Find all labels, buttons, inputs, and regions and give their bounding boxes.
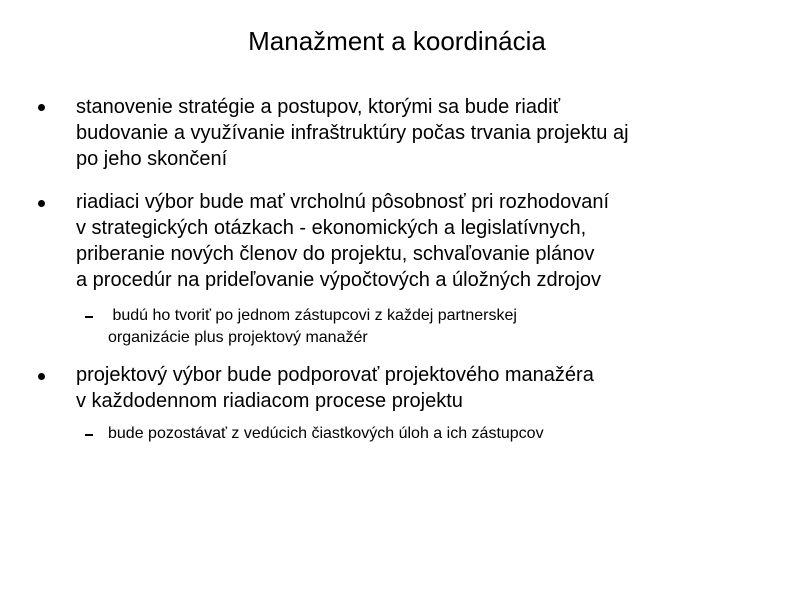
dash-icon — [85, 434, 93, 436]
slide-title: Manažment a koordinácia — [248, 26, 546, 56]
bullet-item-project-committee — [76, 362, 756, 414]
sub-bullet-item-composition — [108, 305, 748, 349]
bullet-line: organizácie plus projektový manažér — [108, 329, 368, 346]
bullet-line: riadiaci výbor bude mať vrcholnú pôsobnosť pri rozhodovaní — [76, 191, 610, 213]
bullet-item-steering-committee — [76, 189, 756, 293]
bullet-item-strategy — [76, 94, 756, 172]
bullet-line: v každodennom riadiacom procese projektu — [76, 390, 463, 412]
sub-bullet-item-members — [108, 423, 748, 445]
bullet-dot-icon — [38, 200, 45, 207]
bullet-line: priberanie nových členov do projektu, schvaľovanie plánov — [76, 243, 595, 265]
bullet-line: bude pozostávať z vedúcich čiastkových úloh a ich zástupcov — [108, 425, 544, 442]
bullet-line: budú ho tvoriť po jednom zástupcovi z každej partnerskej — [108, 307, 517, 324]
bullet-line: projektový výbor bude podporovať projektového manažéra — [76, 364, 594, 386]
bullet-line: v strategických otázkach - ekonomických a legislatívnych, — [76, 217, 587, 239]
bullet-line: stanovenie stratégie a postupov, ktorými sa bude riadiť — [76, 96, 561, 118]
bullet-line: a procedúr na prideľovanie výpočtových a úložných zdrojov — [76, 269, 602, 291]
bullet-dot-icon — [38, 104, 45, 111]
bullet-line: po jeho skončení — [76, 148, 228, 170]
bullet-line: budovanie a využívanie infraštruktúry počas trvania projektu aj — [76, 122, 629, 144]
dash-icon — [85, 316, 93, 318]
bullet-dot-icon — [38, 373, 45, 380]
